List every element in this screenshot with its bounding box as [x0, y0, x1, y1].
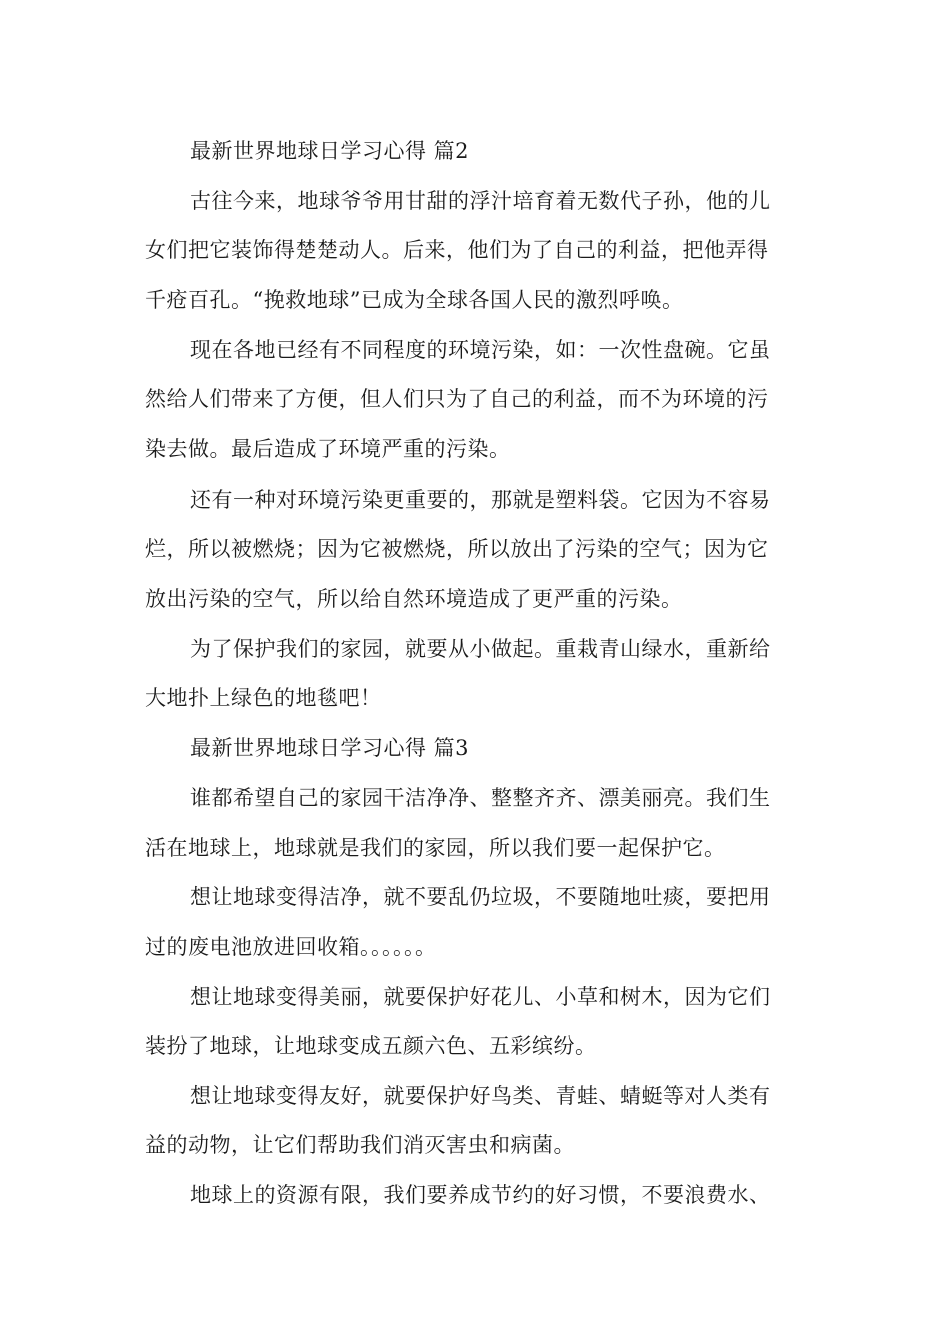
paragraph-line: 现在各地已经有不同程度的环境污染，如：一次性盘碗。它虽 [190, 338, 771, 362]
paragraph-line: 装扮了地球，让地球变成五颜六色、五彩缤纷。 [145, 1034, 597, 1058]
paragraph-line: 过的废电池放进回收箱。。。。。。 [145, 935, 437, 959]
paragraph-line: 烂，所以被燃烧；因为它被燃烧，所以放出了污染的空气；因为它 [145, 537, 769, 561]
paragraph-line: 活在地球上，地球就是我们的家园，所以我们要一起保护它。 [145, 836, 726, 860]
paragraph-line: 大地扑上绿色的地毯吧！ [145, 686, 382, 710]
paragraph-line: 女们把它装饰得楚楚动人。后来，他们为了自己的利益，把他弄得 [145, 238, 769, 262]
paragraph-line: 想让地球变得友好，就要保护好鸟类、青蛙、蜻蜓等对人类有 [190, 1084, 771, 1108]
paragraph-line: 古往今来，地球爷爷用甘甜的浮汁培育着无数代子孙，他的儿 [190, 189, 771, 213]
paragraph-line: 染去做。最后造成了环境严重的污染。 [145, 437, 511, 461]
paragraph-line: 想让地球变得洁净，就不要乱仍垃圾，不要随地吐痰，要把用 [190, 885, 771, 909]
paragraph-line: 还有一种对环境污染更重要的，那就是塑料袋。它因为不容易 [190, 488, 771, 512]
paragraph-line: 放出污染的空气，所以给自然环境造成了更严重的污染。 [145, 587, 683, 611]
paragraph-line: 益的动物，让它们帮助我们消灭害虫和病菌。 [145, 1133, 575, 1157]
paragraph-line: 谁都希望自己的家园干洁净净、整整齐齐、漂美丽亮。我们生 [190, 786, 771, 810]
paragraph-line: 然给人们带来了方便，但人们只为了自己的利益，而不为环境的污 [145, 387, 769, 411]
section-heading-3: 最新世界地球日学习心得 篇3 [190, 736, 470, 760]
paragraph-line: 想让地球变得美丽，就要保护好花儿、小草和树木，因为它们 [190, 985, 771, 1009]
paragraph-line: 地球上的资源有限，我们要养成节约的好习惯，不要浪费水、 [190, 1183, 771, 1207]
section-heading-2: 最新世界地球日学习心得 篇2 [190, 139, 470, 163]
paragraph-line: 千疮百孔。“挽救地球”已成为全球各国人民的激烈呼唤。 [145, 288, 684, 312]
paragraph-line: 为了保护我们的家园，就要从小做起。重栽青山绿水，重新给 [190, 637, 771, 661]
